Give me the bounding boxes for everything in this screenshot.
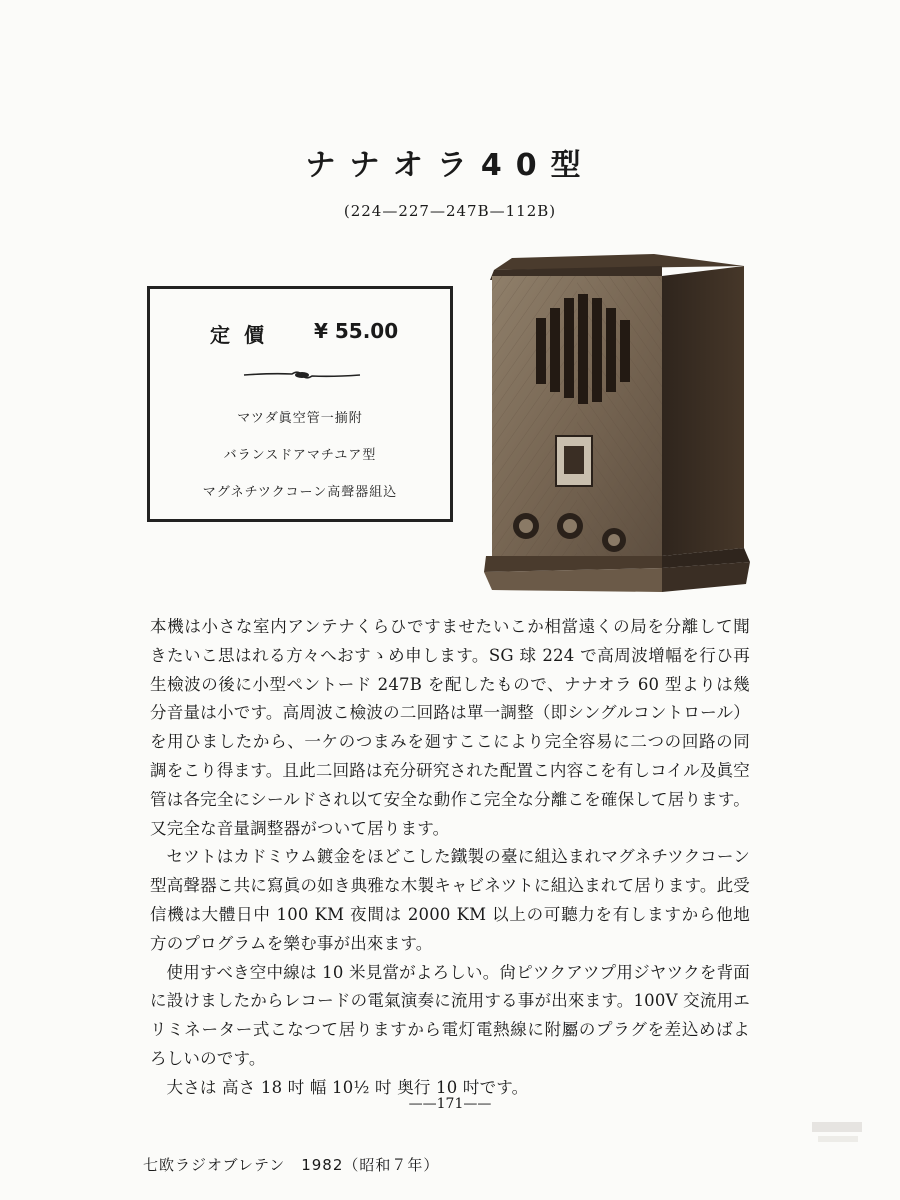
page-title: ナナオラ40型 (305, 148, 595, 183)
ornament-divider (242, 367, 362, 383)
paragraph-dimensions: 大さは 高さ 18 吋 幅 10½ 吋 奥行 10 吋です。 (166, 1077, 529, 1097)
price-box (147, 286, 453, 522)
price-value: ¥ 55.00 (314, 319, 399, 343)
radio-cabinet-illustration (482, 252, 752, 604)
feature-armature: バランスドアマチユア型 (223, 448, 377, 463)
source-caption: 七欧ラジオブレテン 1982（昭和７年） (143, 1156, 440, 1174)
description-text (150, 613, 750, 1103)
feature-speaker: マグネチツクコーン高聲器組込 (202, 485, 398, 500)
paragraph-intro: 本機は小さな室内アンテナくらひですませたいこか相當遠くの局を分離して聞きたいこ思はれる方々へおすゝめ申します。SG 球 224 で高周波增幅を行ひ再生檢波の後に小型ペントード 247B を配したもので、ナナオラ 60 型よりは幾分音量は小です。高周波こ檢波の二回路は單一調整（即シングルコントロール）を用ひましたから、一ケのつまみを廻すここにより完全容易に二つの回路の同調をこり得ます。且此二回路は充分研究された配置こ内容こを有しコイル及眞空管は各完全にシールドされ以て安全な動作こ完全な分離こを確保して居ります。又完全な音量調整器がついて居ります。 (150, 617, 750, 838)
feature-tubes: マツダ眞空管一揃附 (237, 411, 363, 426)
tube-lineup: (224—227—247B—112B) (343, 202, 557, 220)
scan-smudge (808, 1110, 868, 1150)
paragraph-antenna: 使用すべき空中線は 10 米見當がよろしい。尙ピツクアツプ用ジヤツクを背面に設けましたからレコードの電氣演奏に流用する事が出來ます。100V 交流用エリミネーター式こなつて居りますから電灯電熱線に附屬のプラグを差込めばよろしいのです。 (150, 962, 750, 1068)
paragraph-construction: セツトはカドミウム鍍金をほどこした鐵製の臺に組込まれマグネチツクコーン型高聲器こ共に寫眞の如き典雅な木製キャビネツトに組込まれて居ります。此受信機は大體日中 100 KM 夜間は 2000 KM 以上の可聽力を有しますから他地方のプログラムを樂む事が出來ます。 (150, 847, 750, 953)
price-label: 定價 (210, 323, 278, 347)
page-number: ——171—— (408, 1096, 492, 1112)
